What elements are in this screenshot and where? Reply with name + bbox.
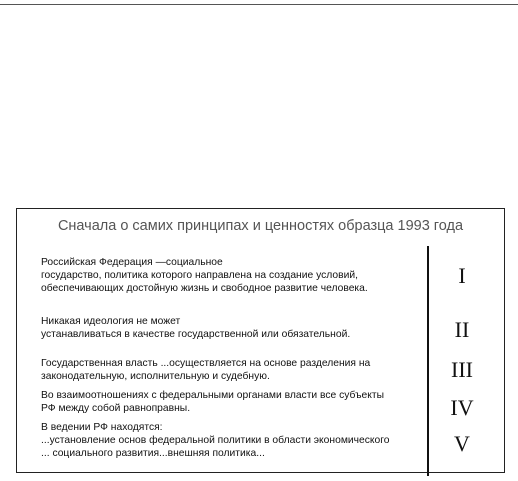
principle-line: законодательную, исполнительную и судебную. (41, 371, 270, 382)
principle-line: РФ между собой равноправны. (41, 403, 191, 414)
principle-2-text (41, 315, 421, 341)
principle-1-text (41, 256, 421, 295)
slide-title: Сначала о самих принципах и ценностях образца 1993 года (57, 218, 464, 234)
principle-line: Никакая идеология не может (41, 316, 181, 327)
principle-3-text (41, 357, 421, 383)
roman-numeral-3: III (451, 357, 473, 382)
principle-line: устанавливаться в качестве государственной или обязательной. (41, 329, 351, 340)
principle-4-text (41, 389, 421, 415)
principle-line: Государственная власть ...осуществляется на основе разделения на (41, 358, 371, 369)
roman-numeral-2: II (454, 317, 470, 342)
principle-line: государство, политика которого направлена на создание условий, (41, 270, 358, 281)
principle-line: ... социального развития...внешняя политика... (41, 448, 265, 459)
principle-5-text (41, 421, 421, 460)
principle-line: Во взаимоотношениях с федеральными органами власти все субъекты (41, 390, 384, 401)
roman-numeral-4: IV (450, 395, 474, 420)
roman-numeral-1: I (458, 263, 466, 288)
vertical-divider (427, 246, 429, 476)
principle-line: В ведении РФ находятся: (41, 422, 163, 433)
principle-line: обеспечивающих достойную жизнь и свободное развитие человека. (41, 283, 368, 294)
principle-line: Российская Федерация —социальное (41, 257, 223, 268)
top-rule (0, 4, 518, 5)
slide-frame (16, 208, 505, 473)
roman-numeral-5: V (454, 431, 470, 456)
principle-line: ...установление основ федеральной политики в области экономического (41, 435, 390, 446)
